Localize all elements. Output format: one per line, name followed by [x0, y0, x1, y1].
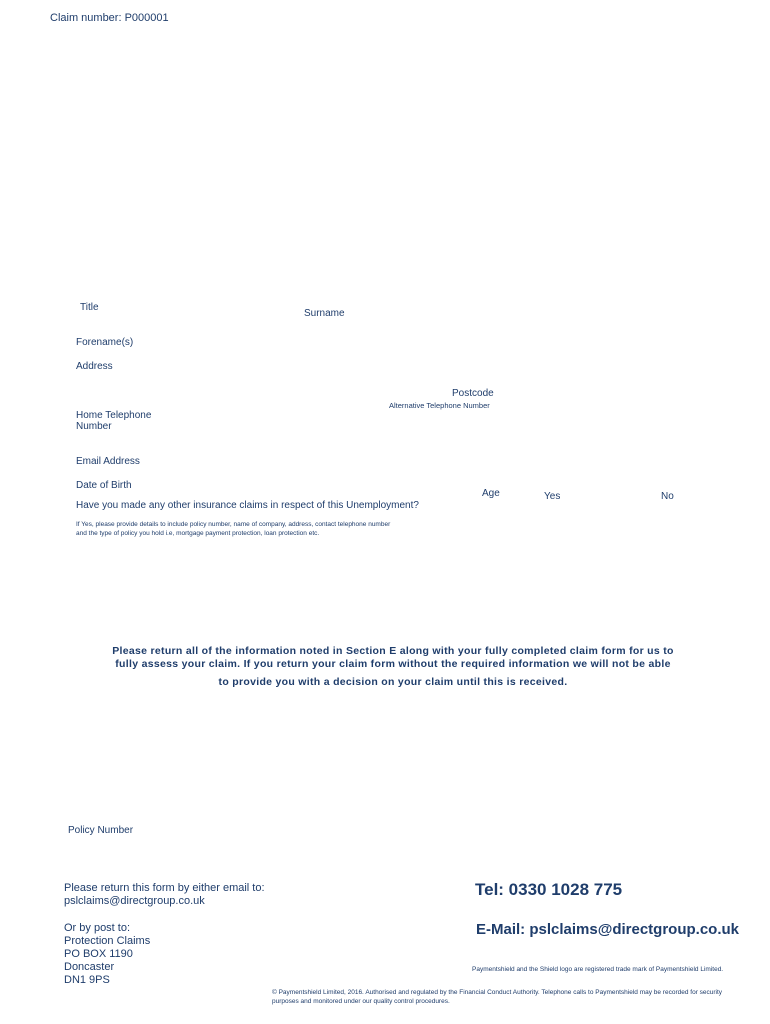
claim-number: Claim number: P000001: [50, 12, 169, 24]
email-label: Email Address: [76, 456, 140, 467]
policy-number-label: Policy Number: [68, 825, 134, 836]
address-line: PO BOX 1190: [64, 948, 133, 960]
postal-address: [64, 922, 150, 987]
alt-phone-label: Alternative Telephone Number: [389, 401, 490, 410]
return-instructions: [64, 882, 265, 908]
home-phone-label-line2: Number: [76, 421, 112, 432]
trademark-notice: Paymentshield and the Shield logo are registered trade mark of Paymentshield Limited.: [472, 966, 724, 973]
notice-line3: to provide you with a decision on your claim until this is received.: [218, 676, 568, 688]
return-email-address[interactable]: pslclaims@directgroup.co.uk: [64, 895, 205, 907]
forenames-label: Forename(s): [76, 337, 134, 348]
address-label: Address: [76, 361, 113, 372]
contact-email[interactable]: E-Mail: pslclaims@directgroup.co.uk: [476, 921, 740, 938]
postcode-label: Postcode: [452, 388, 494, 399]
no-label: No: [661, 491, 674, 502]
copyright-notice: © Paymentshield Limited, 2016. Authorised and regulated by the Financial Conduct Authority. Telephone calls to Paymentshield may be recorded for security purposes and monitored under our quality control procedures.: [272, 989, 723, 1005]
if-yes-note-line1: If Yes, please provide details to include policy number, name of company, address, contact telephone number: [76, 521, 391, 528]
surname-label: Surname: [304, 308, 345, 319]
notice-line1: Please return all of the information noted in Section E along with your fully completed claim form for us to: [112, 645, 674, 657]
post-intro: Or by post to:: [64, 922, 131, 934]
address-line: Protection Claims: [64, 935, 151, 947]
notice-line2: fully assess your claim. If you return your claim form without the required information we will not be able: [115, 658, 671, 670]
dob-label: Date of Birth: [76, 480, 132, 491]
email-intro: Please return this form by either email to:: [64, 882, 265, 894]
address-line: Doncaster: [64, 961, 115, 973]
if-yes-note-line2: and the type of policy you hold i.e, mortgage payment protection, loan protection etc.: [76, 530, 320, 537]
home-phone-label-line1: Home Telephone: [76, 410, 152, 421]
address-line: DN1 9PS: [64, 974, 110, 986]
age-label: Age: [482, 488, 500, 499]
title-label: Title: [80, 302, 99, 313]
other-claims-question: Have you made any other insurance claims in respect of this Unemployment?: [76, 500, 419, 511]
contact-telephone[interactable]: Tel: 0330 1028 775: [475, 880, 623, 899]
yes-label: Yes: [544, 491, 561, 502]
